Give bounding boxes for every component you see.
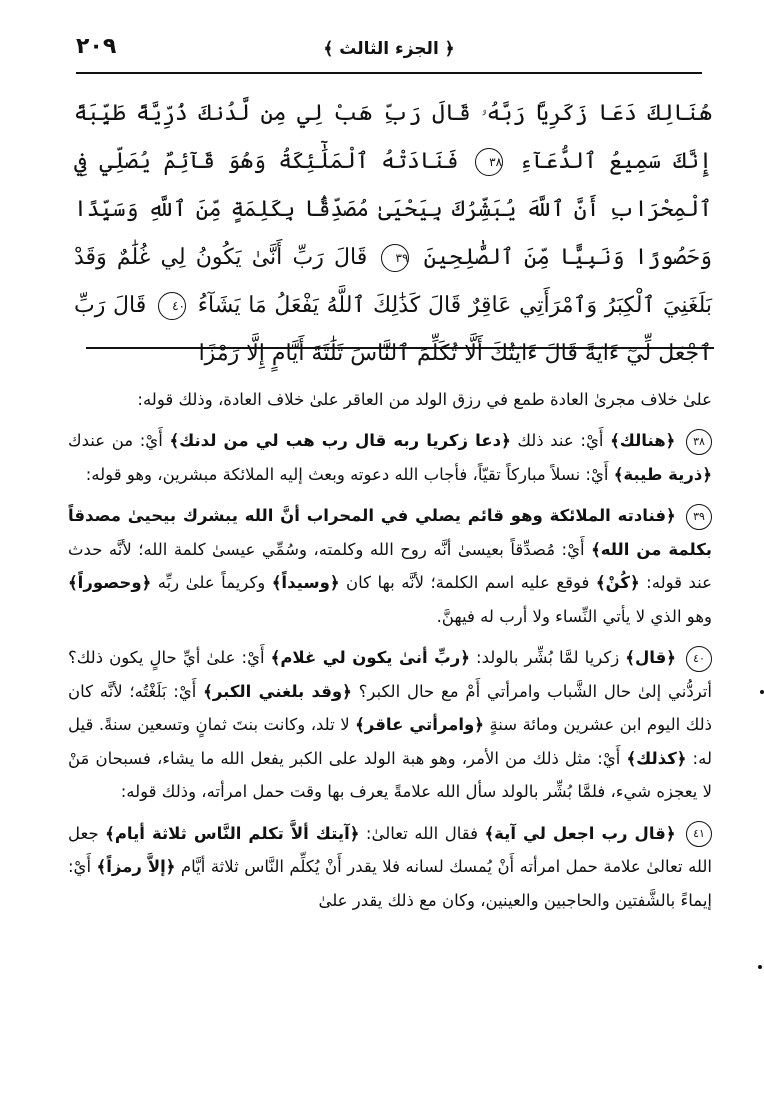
commentary-text: زكريا لمَّا بُشِّر بالولد: xyxy=(469,648,626,667)
quran-quote: ﴿كذلك﴾ xyxy=(626,748,687,768)
margin-dot xyxy=(758,965,762,969)
quran-quote: ﴿هنالك﴾ xyxy=(610,431,676,450)
commentary-40 xyxy=(68,641,712,809)
commentary-text: وهو الذي لا يأتي النِّساء ولا أرب له فيهنَّ. xyxy=(436,606,712,626)
page-header xyxy=(76,28,702,74)
commentary-41 xyxy=(68,817,712,918)
verse-text-38: هُنَالِكَ دَعَا زَكَرِيَّا رَبَّهُۥ قَالَ رَبِّ هَبْ لِي مِن لَّدُنكَ ذُرِّيَّةً طَيِّبَةً إِنَّكَ سَمِيعُ ٱلدُّعَآءِ xyxy=(74,101,712,174)
quran-quote: ﴿ذرية طيبة﴾ xyxy=(613,464,712,484)
commentary-text: لا تلد، وكانت بنتَ ثمانٍ وتسعين سنةً. قيل له: xyxy=(68,715,712,768)
verse-text-39: فَنَادَتْهُ ٱلْمَلَٰٓئِكَةُ وَهُوَ قَآئِمٌ يُصَلِّي فِي ٱلْمِحْرَابِ أَنَّ ٱللَّهَ يُبَشِّرُكَ بِيَحْيَىٰ مُصَدِّقًۢا بِكَلِمَةٍ مِّنَ ٱللَّهِ وَسَيِّدًا وَحَصُورًا وَنَبِيًّا مِّنَ ٱلصَّٰلِحِينَ xyxy=(74,149,713,270)
commentary-text: فقال الله تعالىٰ: xyxy=(359,823,485,843)
commentary-body xyxy=(68,366,712,925)
running-title: ﴿ الجزء الثالث ﴾ xyxy=(323,39,455,59)
ayah-number-38: ٣٨ xyxy=(475,148,503,176)
ayah-number-39: ٣٩ xyxy=(381,244,409,272)
commentary-text: أَيْ: نسلاً مباركاً تقيّاً، فأجاب الله دعوته وبعث إليه الملائكة مبشرين، وهو قوله: xyxy=(85,464,614,484)
commentary-text: أَيْ: علىٰ أيِّ حالٍ يكون ذلك؟ أتردُّني إلىٰ حال الشَّباب وامرأتي أَمْ مع حال الكبر؟ xyxy=(68,648,712,701)
verse-text-40: قَالَ رَبِّ أَنَّىٰ يَكُونُ لِي غُلَٰمٌ وَقَدْ بَلَغَنِيَ ٱلْكِبَرُ وَٱمْرَأَتِي عَاقِرٌ قَالَ كَذَٰلِكَ ٱللَّهُ يَفْعَلُ مَا يَشَآءُ xyxy=(74,245,712,318)
section-divider xyxy=(86,347,714,349)
commentary-39 xyxy=(68,499,712,633)
intro-paragraph: علىٰ خلاف مجرىٰ العادة طمع في رزق الولد من العاقر علىٰ خلاف العادة، وذلك قوله: xyxy=(137,389,712,409)
page-number: ٢٠٩ xyxy=(76,34,117,59)
commentary-text: فوقع عليه اسم الكلمة؛ لأنَّه بها كان xyxy=(339,573,596,592)
commentary-text: أَيْ: مثل ذلك من الأمر، وهو هبة الولد على الكبر يفعل الله ما يشاء، فسبحان مَنْ لا يعجزه شيء، فلمَّا بُشِّر بالولد سأل الله علامةً يعرف بها وقت حمل امرأته، وذلك قوله: xyxy=(68,748,712,801)
commentary-text: أَيْ: بَلَغْتُه؛ لأنَّه كان ذلك اليوم ابن عشرين ومائة سنةٍ xyxy=(68,681,713,734)
quran-quote: ﴿كُنْ﴾ xyxy=(595,573,640,592)
quran-quote: ﴿دعا زكريا ربه قال رب هب لي من لدنك﴾ xyxy=(169,431,511,450)
margin-dot xyxy=(760,690,764,694)
quran-verses xyxy=(74,90,712,378)
commentary-text: أَيْ: إيماءً بالشَّفتين والحاجبين والعينين، وكان مع ذلك يقدر علىٰ xyxy=(68,857,712,910)
quran-quote: ﴿وسيداً﴾ xyxy=(271,573,340,592)
quran-quote: ﴿قال رب اجعل لي آية﴾ xyxy=(484,823,676,843)
verse-number-badge: ٤٠ xyxy=(686,646,712,672)
commentary-text: أَيْ: عند ذلك xyxy=(510,431,611,450)
quran-quote: ﴿آيتك ألاَّ تكلم النَّاس ثلاثة أيام﴾ xyxy=(105,823,360,843)
commentary-text: أَيْ: مُصدِّقاً بعيسىٰ أنَّه روح الله وكلمته، وسُمِّي عيسىٰ كلمة الله؛ لأنَّه حدث عند قوله: xyxy=(68,539,712,592)
ayah-number-40: ٤٠ xyxy=(158,292,186,320)
verse-number-badge: ٤١ xyxy=(686,821,712,847)
quran-quote: ﴿إلاَّ رمزاً﴾ xyxy=(96,857,176,876)
commentary-38 xyxy=(68,424,712,491)
quran-quote: ﴿فنادته الملائكة وهو قائم يصلي في المحراب أنَّ الله يبشرك بيحيىٰ مصدقاً بكلمة من الله﴾ xyxy=(68,506,712,559)
quran-quote: ﴿وحصوراً﴾ xyxy=(68,573,152,592)
verse-number-badge: ٣٨ xyxy=(686,429,712,455)
commentary-text: وكريماً علىٰ ربِّه xyxy=(151,573,272,592)
verse-number-badge: ٣٩ xyxy=(686,504,712,530)
quran-quote: ﴿ربِّ أنىٰ يكون لي غلام﴾ xyxy=(270,648,470,667)
quran-quote: ﴿قال﴾ xyxy=(625,648,676,667)
verse-text-41: قَالَ رَبِّ ٱجْعَل لِّيٓ ءَايَةً قَالَ ءَايَتُكَ أَلَّا تُكَلِّمَ ٱلنَّاسَ ثَلَٰثَةَ أَيَّامٍ إِلَّا رَمْزًا xyxy=(74,293,712,366)
commentary-text: جعل الله تعالىٰ علامة حمل امرأته أَنْ يُمسك لسانه فلا يقدر أَنْ يُكلِّم النَّاس ثلاثة أيَّام xyxy=(68,823,712,876)
quran-quote: ﴿وقد بلغني الكبر﴾ xyxy=(203,681,352,701)
quran-quote: ﴿وامرأتي عاقر﴾ xyxy=(355,715,484,734)
commentary-text: أَيْ: من عندك xyxy=(68,431,170,450)
